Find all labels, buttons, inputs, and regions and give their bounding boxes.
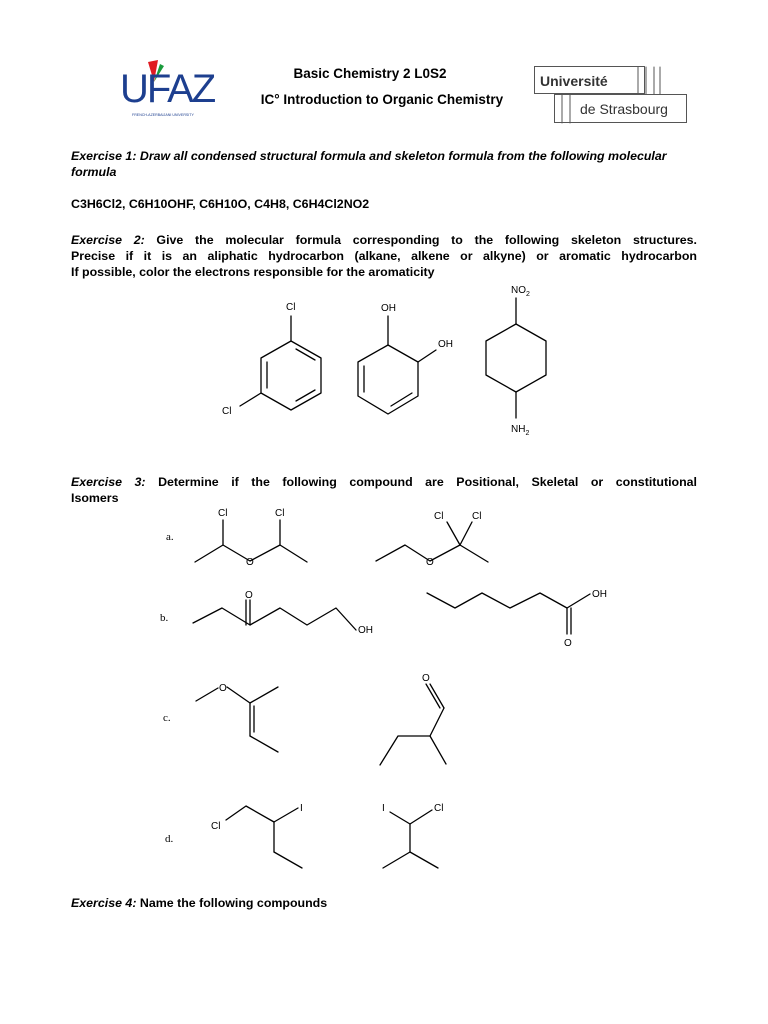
exercise1-label: Exercise 1: bbox=[71, 149, 137, 163]
exercise2-line3: If possible, color the electrons responsible for the aromaticity bbox=[71, 265, 435, 279]
structure-c-left bbox=[196, 683, 278, 752]
atom-b-oh-1: OH bbox=[358, 625, 373, 636]
strasbourg-logo-graphic bbox=[534, 66, 688, 126]
exercise1-formulas: C3H6Cl2, C6H10OHF, C6H10O, C4H8, C6H4Cl2NO2 bbox=[71, 197, 370, 211]
item-a-letter: a. bbox=[166, 531, 174, 543]
atom-oh-2: OH bbox=[438, 339, 453, 350]
strasbourg-logo bbox=[534, 66, 688, 126]
exercise3-line1 bbox=[71, 474, 697, 490]
ufaz-tagline: FRENCH-AZERBAIJANI UNIVERSITY bbox=[132, 113, 194, 117]
strasbourg-line1: Université bbox=[540, 73, 608, 89]
course-title: Basic Chemistry 2 L0S2 bbox=[293, 66, 447, 81]
exercise2-line2: Precise if it is an aliphatic hydrocarbon (alkane, alkene or alkyne) or aromatic hydrocarbon bbox=[71, 249, 697, 263]
atom-nh2: $NH_2$ bbox=[511, 424, 530, 437]
ufaz-logo bbox=[118, 56, 218, 122]
exercise2-label: Exercise 2: bbox=[71, 233, 145, 247]
atom-no2: $NO_2$ bbox=[511, 285, 530, 298]
atom-a-o-1: O bbox=[246, 557, 254, 568]
exercise1-text: Draw all condensed structural formula and skeleton formula from the following molecular formula bbox=[71, 149, 667, 179]
atom-oh-1: OH bbox=[381, 303, 396, 314]
atom-b-oh-2: OH bbox=[592, 589, 607, 600]
exercise3-label: Exercise 3: bbox=[71, 475, 146, 489]
exercise4-heading bbox=[71, 895, 697, 911]
atom-d-cl-2: Cl bbox=[434, 803, 444, 814]
exercise2-text1: Give the molecular formula corresponding to the following skeleton structures. bbox=[144, 233, 697, 247]
structure-b-right bbox=[427, 589, 607, 649]
atom-a-cl-1: Cl bbox=[218, 508, 228, 519]
dichlorobenzene-structure bbox=[222, 302, 321, 417]
atom-cl-1: Cl bbox=[286, 302, 296, 313]
exercise3-line2: Isomers bbox=[71, 491, 119, 505]
item-c-letter: c. bbox=[163, 712, 171, 724]
exercise4-label: Exercise 4: bbox=[71, 896, 137, 910]
atom-a-cl-4: Cl bbox=[472, 511, 482, 522]
exercise3-text1: Determine if the following compound are Positional, Skeletal or constitutional bbox=[145, 475, 697, 489]
atom-a-cl-2: Cl bbox=[275, 508, 285, 519]
atom-c-o-2: O bbox=[422, 673, 430, 684]
item-b-letter: b. bbox=[160, 612, 169, 624]
structure-d-right bbox=[382, 803, 443, 868]
exercise3-structures bbox=[0, 500, 768, 890]
course-subtitle: IC° Introduction to Organic Chemistry bbox=[260, 92, 504, 107]
structure-b-left bbox=[193, 590, 373, 636]
atom-a-cl-3: Cl bbox=[434, 511, 444, 522]
cyclohexadienediol-structure bbox=[358, 303, 453, 414]
structure-a-right bbox=[376, 511, 488, 568]
atom-b-o-1: O bbox=[245, 590, 253, 601]
atom-a-o-2: O bbox=[426, 557, 434, 568]
atom-d-i-2: I bbox=[382, 803, 385, 814]
ufaz-logo-graphic bbox=[118, 56, 218, 122]
atom-cl-2: Cl bbox=[222, 406, 232, 417]
exercise4-text: Name the following compounds bbox=[136, 896, 328, 910]
structure-c-right bbox=[380, 673, 446, 765]
atom-b-o-2: O bbox=[564, 638, 572, 649]
structure-d-left bbox=[211, 803, 303, 868]
atom-d-i-1: I bbox=[300, 803, 303, 814]
item-d-letter: d. bbox=[165, 833, 174, 845]
atom-d-cl-1: Cl bbox=[211, 821, 221, 832]
atom-c-o-1: O bbox=[219, 683, 227, 694]
exercise1-heading bbox=[71, 148, 697, 180]
structure-a-left bbox=[195, 508, 307, 568]
exercise2-line1 bbox=[71, 232, 697, 248]
exercise2-structures bbox=[0, 280, 768, 440]
strasbourg-line2: de Strasbourg bbox=[580, 101, 668, 117]
ufaz-logo-text: UFAZ bbox=[120, 67, 215, 111]
nitrocyclohexylamine-structure bbox=[486, 285, 546, 437]
